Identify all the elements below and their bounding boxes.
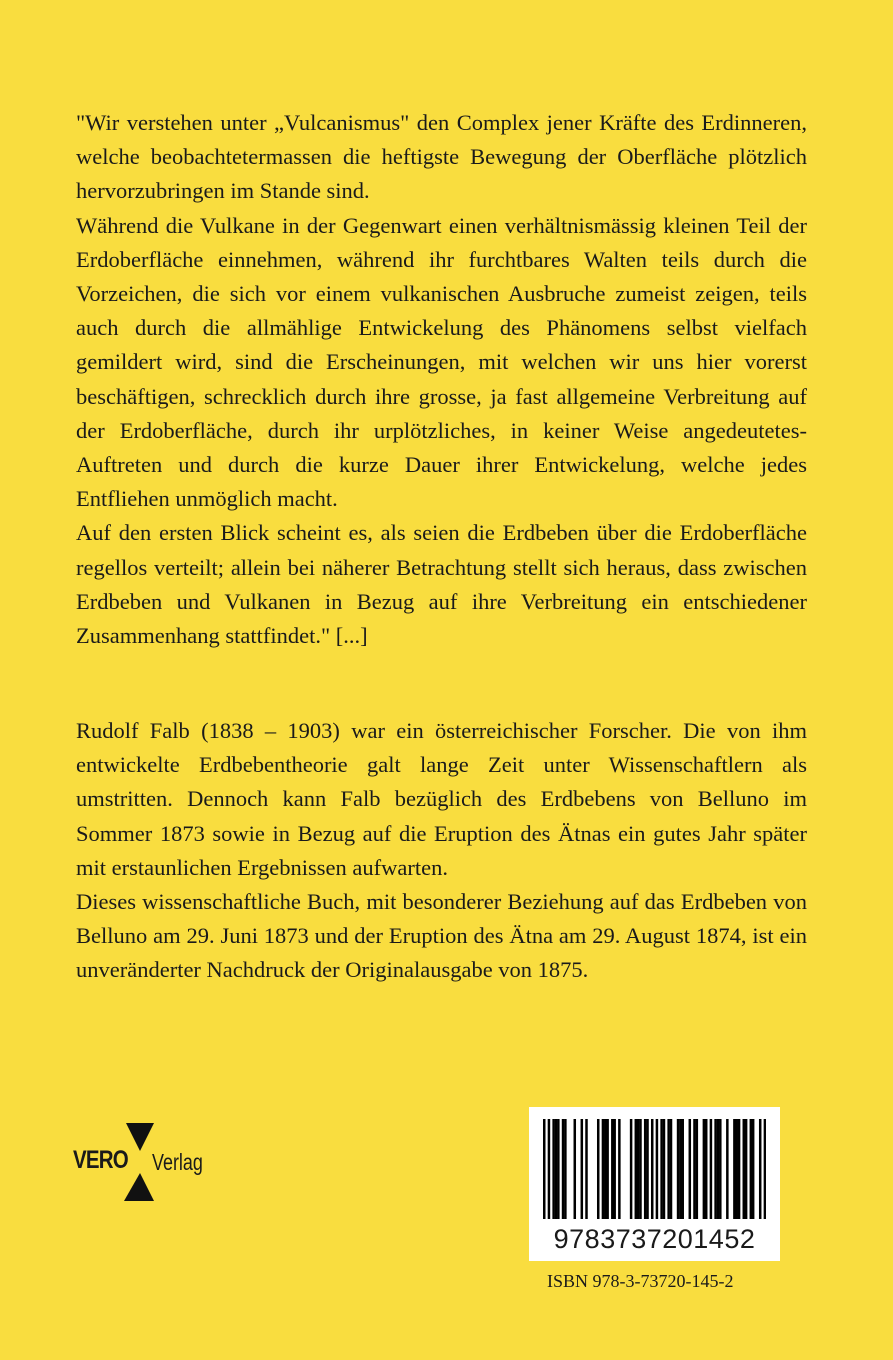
barcode-bars [543,1119,766,1219]
barcode-bar [604,1119,607,1219]
quote-paragraph: "Wir verstehen unter „Vulcanismus" den Complex jener Kräfte des Erdinneren, welche beobachtetermassen die heftigste Bewegung der Oberfläche plötzlich hervorzubringen im Stande sind. [76,110,807,204]
barcode-bar [635,1119,638,1219]
barcode-bar [585,1119,588,1219]
barcode-bar [750,1119,753,1219]
barcode-bar [557,1119,560,1219]
about-text-block [76,714,807,988]
barcode-bar [606,1119,609,1219]
barcode-bar [660,1119,663,1219]
barcode-bar [637,1119,640,1219]
barcode-bar [552,1119,555,1219]
quote-text-block [76,106,807,653]
barcode-bar [670,1119,673,1219]
barcode-bar [717,1119,720,1219]
barcode-bar [719,1119,722,1219]
barcode-bar [759,1119,762,1219]
barcode-bar [703,1119,706,1219]
barcode-bar [656,1119,659,1219]
barcode-bar [611,1119,614,1219]
barcode-bar [681,1119,684,1219]
barcode-bar [562,1119,565,1219]
barcode-bar [693,1119,696,1219]
barcode-bar [639,1119,642,1219]
logo-verlag-text: Verlag [152,1149,203,1175]
barcode-digits: 9783737201452 [553,1224,756,1254]
about-paragraph: Rudolf Falb (1838 – 1903) war ein österreichischer Forscher. Die von ihm entwickelte Erdbebentheorie galt lange Zeit unter Wissenschaftlern als umstritten. Dennoch kann Falb bezüglich des Erdbebens von Belluno im Sommer 1873 sowie in Bezug auf die Eruption des Ätnas ein gutes Jahr später mit erstaunlichen Ergebnissen aufwarten. [76,718,807,880]
barcode-bar [581,1119,584,1219]
barcode-bar [726,1119,729,1219]
barcode-bar [696,1119,699,1219]
about-paragraph: Dieses wissenschaftliche Buch, mit besonderer Beziehung auf das Erdbeben von Belluno am 29. Juni 1873 und der Eruption des Ätna am 29. August 1874, ist ein unveränderter Nachdruck der Originalausgabe von 1875. [76,889,807,983]
barcode-bar [644,1119,647,1219]
barcode-bar [738,1119,741,1219]
barcode-bar [667,1119,670,1219]
barcode-bar [597,1119,600,1219]
isbn-label: ISBN 978-3-73720-145-2 [547,1271,734,1291]
barcode-bar [689,1119,692,1219]
barcode-bar [743,1119,746,1219]
barcode-bar [618,1119,621,1219]
barcode-bar [646,1119,649,1219]
quote-paragraph: Während die Vulkane in der Gegenwart einen verhältnismässig kleinen Teil der Erdoberfläche einnehmen, während ihr furchtbares Walten teils durch die Vorzeichen, die sich vor einem vulkanischen Ausbruche zumeist zeigen, teils auch durch die allmählige Entwickelung des Phänomens selbst vielfach gemildert wird, sind die Erscheinungen, mit welchen wir uns hier vorerst beschäftigen, schrecklich durch ihre grosse, ja fast allgemeine Verbreitung auf der Erdoberfläche, durch ihr urplötzliches, in keiner Weise angedeutetes-Auftreten und durch die kurze Dauer ihrer Entwickelung, welche jedes Entfliehen unmöglich macht. [76,212,807,512]
barcode-bar [679,1119,682,1219]
quote-paragraph: Auf den ersten Blick scheint es, als seien die Erdbeben über die Erdoberfläche regellos verteilt; allein bei näherer Betrachtung stellt sich heraus, dass zwischen Erdbeben und Vulkanen in Bezug auf ihre Verbreitung ein entschiedener Zusammenhang stattfindet." [...] [76,520,807,649]
barcode-bar [735,1119,738,1219]
barcode-bar [710,1119,713,1219]
barcode-bar [677,1119,680,1219]
barcode-bar [548,1119,551,1219]
barcode-bar [555,1119,558,1219]
barcode-bar [564,1119,567,1219]
barcode-bar [705,1119,708,1219]
barcode-bar [663,1119,666,1219]
barcode [529,1107,780,1261]
barcode-bar [752,1119,755,1219]
barcode-bar [764,1119,766,1219]
barcode-bar [651,1119,654,1219]
barcode-bar [733,1119,736,1219]
barcode-bar [714,1119,717,1219]
barcode-bar [613,1119,616,1219]
barcode-bar [745,1119,748,1219]
barcode-bar [574,1119,577,1219]
barcode-bar [602,1119,605,1219]
logo-vero-text: VERO [73,1146,128,1174]
barcode-bar [630,1119,633,1219]
publisher-logo [70,1123,210,1201]
barcode-bar [543,1119,546,1219]
